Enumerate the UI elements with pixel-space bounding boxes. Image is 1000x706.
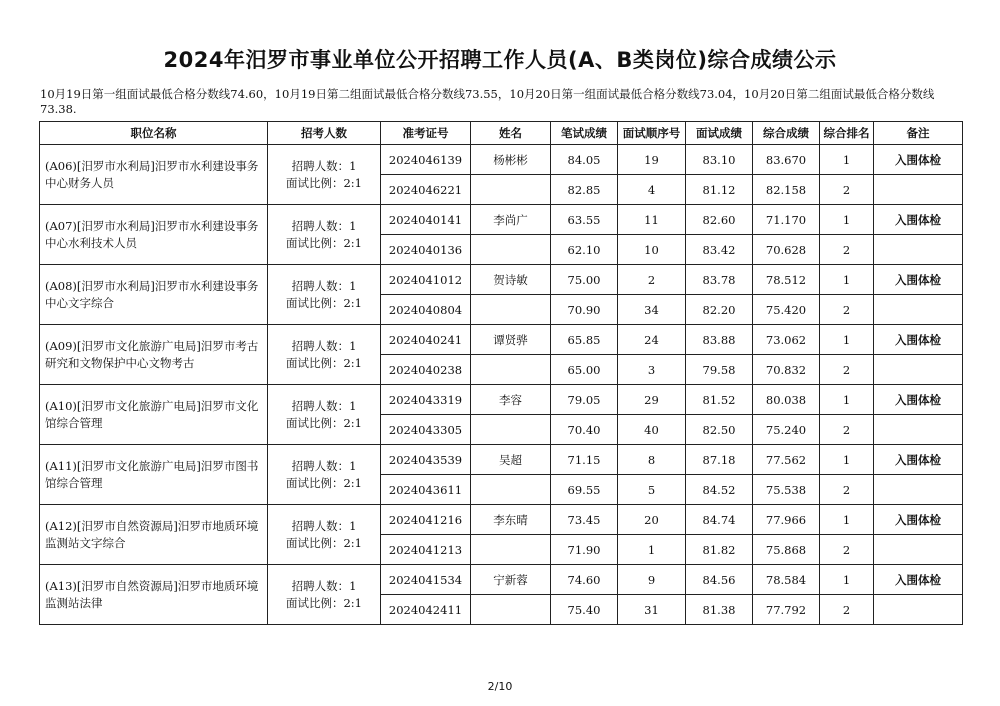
- cell-name: [471, 415, 551, 445]
- cell-written: 82.85: [551, 175, 618, 205]
- cell-written: 84.05: [551, 145, 618, 175]
- recruit-count: 招聘人数：1: [291, 338, 357, 353]
- cell-recruit: [268, 265, 381, 325]
- cell-total: 83.670: [753, 145, 820, 175]
- recruit-count: 招聘人数：1: [291, 158, 357, 173]
- recruit-count: 招聘人数：1: [291, 578, 357, 593]
- cell-order: 19: [618, 145, 686, 175]
- cell-order: 31: [618, 595, 686, 625]
- cell-total: 78.512: [753, 265, 820, 295]
- cell-rank: 1: [820, 205, 874, 235]
- cell-name: 李尚广: [471, 205, 551, 235]
- cell-note: 入围体检: [874, 445, 963, 475]
- cell-exam-id: 2024046139: [381, 145, 471, 175]
- cell-note: 入围体检: [874, 325, 963, 355]
- cell-note: 入围体检: [874, 505, 963, 535]
- cell-written: 74.60: [551, 565, 618, 595]
- cell-rank: 1: [820, 505, 874, 535]
- cell-total: 78.584: [753, 565, 820, 595]
- cell-note: [874, 355, 963, 385]
- page-number: 2/10: [487, 680, 513, 693]
- table-row: [40, 325, 963, 355]
- cell-total: 70.628: [753, 235, 820, 265]
- recruit-count: 招聘人数：1: [291, 218, 357, 233]
- cell-total: 71.170: [753, 205, 820, 235]
- interview-ratio: 面试比例：2:1: [285, 595, 362, 610]
- cell-total: 75.420: [753, 295, 820, 325]
- interview-ratio: 面试比例：2:1: [285, 475, 362, 490]
- table-row: [40, 445, 963, 475]
- cell-exam-id: 2024041012: [381, 265, 471, 295]
- cell-total: 80.038: [753, 385, 820, 415]
- header-name: 姓名: [471, 122, 551, 145]
- cell-note: 入围体检: [874, 265, 963, 295]
- cell-interview: 79.58: [686, 355, 753, 385]
- cell-name: 贺诗敏: [471, 265, 551, 295]
- cell-order: 34: [618, 295, 686, 325]
- cell-exam-id: 2024040241: [381, 325, 471, 355]
- cell-note: [874, 595, 963, 625]
- cell-position: (A12)[汨罗市自然资源局]汨罗市地质环境监测站文字综合: [40, 505, 268, 565]
- cell-rank: 1: [820, 445, 874, 475]
- cell-rank: 2: [820, 415, 874, 445]
- cell-position: (A10)[汨罗市文化旅游广电局]汨罗市文化馆综合管理: [40, 385, 268, 445]
- header-exam-id: 准考证号: [381, 122, 471, 145]
- cell-exam-id: 2024041216: [381, 505, 471, 535]
- cell-rank: 2: [820, 595, 874, 625]
- cell-written: 71.15: [551, 445, 618, 475]
- cell-written: 69.55: [551, 475, 618, 505]
- header-written: 笔试成绩: [551, 122, 618, 145]
- cell-rank: 2: [820, 295, 874, 325]
- cell-written: 63.55: [551, 205, 618, 235]
- cell-name: [471, 175, 551, 205]
- cell-interview: 81.12: [686, 175, 753, 205]
- cell-rank: 1: [820, 265, 874, 295]
- cell-order: 5: [618, 475, 686, 505]
- header-order: 面试顺序号: [618, 122, 686, 145]
- header-total: 综合成绩: [753, 122, 820, 145]
- cell-name: [471, 595, 551, 625]
- cell-exam-id: 2024040141: [381, 205, 471, 235]
- cell-rank: 1: [820, 565, 874, 595]
- cell-exam-id: 2024043319: [381, 385, 471, 415]
- cell-name: [471, 235, 551, 265]
- cell-position: (A09)[汨罗市文化旅游广电局]汨罗市考古研究和文物保护中心文物考古: [40, 325, 268, 385]
- recruit-count: 招聘人数：1: [291, 518, 357, 533]
- cell-position: (A06)[汨罗市水利局]汨罗市水利建设事务中心财务人员: [40, 145, 268, 205]
- cell-exam-id: 2024041213: [381, 535, 471, 565]
- cell-recruit: [268, 565, 381, 625]
- cell-total: 77.966: [753, 505, 820, 535]
- cell-order: 11: [618, 205, 686, 235]
- cell-order: 29: [618, 385, 686, 415]
- cell-order: 10: [618, 235, 686, 265]
- header-note: 备注: [874, 122, 963, 145]
- cell-exam-id: 2024040238: [381, 355, 471, 385]
- cell-interview: 84.52: [686, 475, 753, 505]
- cell-name: 杨彬彬: [471, 145, 551, 175]
- cell-interview: 83.42: [686, 235, 753, 265]
- cell-name: 李东晴: [471, 505, 551, 535]
- cell-recruit: [268, 385, 381, 445]
- cell-order: 9: [618, 565, 686, 595]
- cell-total: 75.868: [753, 535, 820, 565]
- cell-rank: 1: [820, 325, 874, 355]
- cell-note: [874, 475, 963, 505]
- cell-order: 40: [618, 415, 686, 445]
- interview-ratio: 面试比例：2:1: [285, 535, 362, 550]
- table-row: [40, 385, 963, 415]
- cell-note: [874, 175, 963, 205]
- cell-recruit: [268, 505, 381, 565]
- cell-name: [471, 355, 551, 385]
- cell-written: 71.90: [551, 535, 618, 565]
- cell-rank: 2: [820, 535, 874, 565]
- cell-position: (A13)[汨罗市自然资源局]汨罗市地质环境监测站法律: [40, 565, 268, 625]
- recruit-count: 招聘人数：1: [291, 458, 357, 473]
- cell-order: 3: [618, 355, 686, 385]
- cell-interview: 83.78: [686, 265, 753, 295]
- cell-interview: 81.52: [686, 385, 753, 415]
- cell-recruit: [268, 145, 381, 205]
- cell-note: [874, 235, 963, 265]
- cell-written: 73.45: [551, 505, 618, 535]
- cell-order: 4: [618, 175, 686, 205]
- cell-interview: 83.88: [686, 325, 753, 355]
- cell-order: 24: [618, 325, 686, 355]
- cell-name: [471, 295, 551, 325]
- cell-rank: 2: [820, 355, 874, 385]
- cell-interview: 84.56: [686, 565, 753, 595]
- cell-name: 谭贤骅: [471, 325, 551, 355]
- cell-rank: 2: [820, 175, 874, 205]
- recruit-count: 招聘人数：1: [291, 398, 357, 413]
- cell-exam-id: 2024040804: [381, 295, 471, 325]
- cell-rank: 2: [820, 235, 874, 265]
- cell-exam-id: 2024041534: [381, 565, 471, 595]
- cell-exam-id: 2024043539: [381, 445, 471, 475]
- cell-written: 62.10: [551, 235, 618, 265]
- cell-interview: 82.50: [686, 415, 753, 445]
- cell-name: [471, 475, 551, 505]
- cell-position: (A08)[汨罗市水利局]汨罗市水利建设事务中心文字综合: [40, 265, 268, 325]
- interview-ratio: 面试比例：2:1: [285, 175, 362, 190]
- interview-ratio: 面试比例：2:1: [285, 295, 362, 310]
- interview-ratio: 面试比例：2:1: [285, 235, 362, 250]
- cell-written: 65.85: [551, 325, 618, 355]
- cell-order: 20: [618, 505, 686, 535]
- results-table: [39, 121, 963, 625]
- cell-rank: 1: [820, 145, 874, 175]
- cell-total: 82.158: [753, 175, 820, 205]
- header-recruit: 招考人数: [268, 122, 381, 145]
- cell-name: [471, 535, 551, 565]
- page-title: 2024年汨罗市事业单位公开招聘工作人员(A、B类岗位)综合成绩公示: [163, 48, 837, 72]
- cell-interview: 82.20: [686, 295, 753, 325]
- table-header-row: [40, 122, 963, 145]
- cell-rank: 2: [820, 475, 874, 505]
- cell-order: 2: [618, 265, 686, 295]
- interview-ratio: 面试比例：2:1: [285, 355, 362, 370]
- cell-recruit: [268, 445, 381, 505]
- cell-exam-id: 2024046221: [381, 175, 471, 205]
- cell-rank: 1: [820, 385, 874, 415]
- cell-order: 1: [618, 535, 686, 565]
- cell-total: 73.062: [753, 325, 820, 355]
- table-row: [40, 565, 963, 595]
- cell-name: 宁新蓉: [471, 565, 551, 595]
- cell-written: 70.40: [551, 415, 618, 445]
- cell-exam-id: 2024043305: [381, 415, 471, 445]
- recruit-count: 招聘人数：1: [291, 278, 357, 293]
- header-position: 职位名称: [40, 122, 268, 145]
- table-row: [40, 265, 963, 295]
- cell-position: (A07)[汨罗市水利局]汨罗市水利建设事务中心水利技术人员: [40, 205, 268, 265]
- score-notice: 10月19日第一组面试最低合格分数线74.60，10月19日第二组面试最低合格分数线73.55，10月20日第一组面试最低合格分数线73.04，10月20日第二组面试最低合格分数线73.38.: [40, 87, 935, 116]
- cell-note: 入围体检: [874, 565, 963, 595]
- cell-name: 吴超: [471, 445, 551, 475]
- cell-written: 75.40: [551, 595, 618, 625]
- cell-total: 77.562: [753, 445, 820, 475]
- cell-written: 79.05: [551, 385, 618, 415]
- cell-interview: 81.38: [686, 595, 753, 625]
- cell-exam-id: 2024043611: [381, 475, 471, 505]
- cell-total: 75.538: [753, 475, 820, 505]
- cell-name: 李容: [471, 385, 551, 415]
- cell-note: 入围体检: [874, 385, 963, 415]
- cell-total: 75.240: [753, 415, 820, 445]
- cell-written: 75.00: [551, 265, 618, 295]
- cell-total: 70.832: [753, 355, 820, 385]
- cell-note: 入围体检: [874, 205, 963, 235]
- header-interview: 面试成绩: [686, 122, 753, 145]
- cell-total: 77.792: [753, 595, 820, 625]
- cell-position: (A11)[汨罗市文化旅游广电局]汨罗市图书馆综合管理: [40, 445, 268, 505]
- cell-exam-id: 2024040136: [381, 235, 471, 265]
- cell-note: 入围体检: [874, 145, 963, 175]
- cell-note: [874, 535, 963, 565]
- cell-interview: 87.18: [686, 445, 753, 475]
- header-rank: 综合排名: [820, 122, 874, 145]
- cell-note: [874, 295, 963, 325]
- cell-order: 8: [618, 445, 686, 475]
- cell-interview: 83.10: [686, 145, 753, 175]
- cell-written: 70.90: [551, 295, 618, 325]
- table-row: [40, 205, 963, 235]
- table-row: [40, 505, 963, 535]
- cell-written: 65.00: [551, 355, 618, 385]
- cell-interview: 81.82: [686, 535, 753, 565]
- interview-ratio: 面试比例：2:1: [285, 415, 362, 430]
- cell-interview: 84.74: [686, 505, 753, 535]
- cell-note: [874, 415, 963, 445]
- cell-recruit: [268, 325, 381, 385]
- table-row: [40, 145, 963, 175]
- cell-exam-id: 2024042411: [381, 595, 471, 625]
- cell-recruit: [268, 205, 381, 265]
- cell-interview: 82.60: [686, 205, 753, 235]
